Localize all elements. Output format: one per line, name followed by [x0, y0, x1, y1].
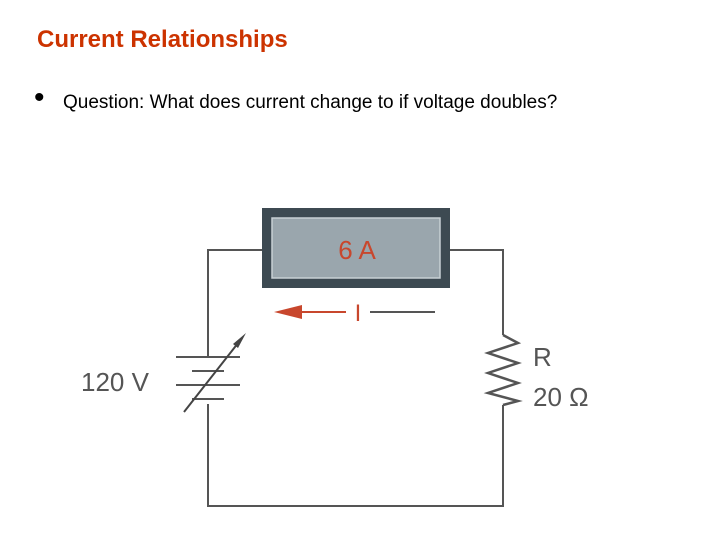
bullet-icon: • [34, 81, 45, 114]
resistor-label: R [533, 342, 552, 372]
circuit-wires [208, 250, 503, 506]
question-text: Question: What does current change to if voltage doubles? [63, 92, 558, 113]
resistor-icon [488, 335, 518, 405]
variable-battery-icon [176, 333, 246, 412]
source-voltage-label: 120 V [81, 367, 149, 397]
page-title: Current Relationships [37, 26, 288, 53]
resistor-value: 20 Ω [533, 382, 589, 412]
ammeter-reading: 6 A [338, 235, 376, 265]
current-label: I [354, 300, 362, 327]
